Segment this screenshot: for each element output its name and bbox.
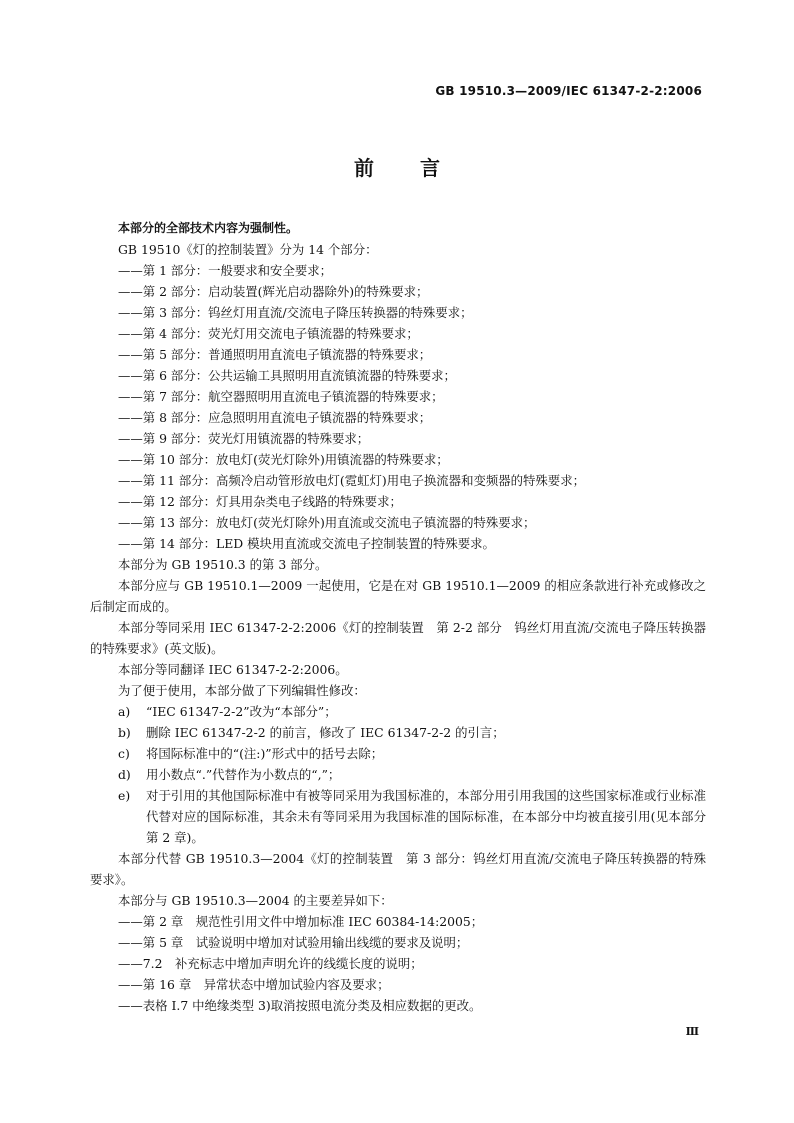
edit-marker: d) — [118, 767, 131, 782]
part-item: ——第 8 部分：应急照明用直流电子镇流器的特殊要求； — [118, 410, 432, 425]
difference-item: ——表格 I.7 中绝缘类型 3)取消按照电流分类及相应数据的更改。 — [118, 998, 482, 1013]
edit-text: 用小数点“.”代替作为小数点的“,”； — [146, 767, 341, 782]
edit-item — [90, 701, 706, 722]
edit-marker: e) — [118, 788, 131, 803]
part-item: ——第 4 部分：荧光灯用交流电子镇流器的特殊要求； — [118, 326, 419, 341]
edit-text: “IEC 61347-2-2”改为“本部分”； — [146, 704, 337, 719]
part-item: ——第 3 部分：钨丝灯用直流/交流电子降压转换器的特殊要求； — [118, 305, 473, 320]
differences-intro: 本部分与 GB 19510.3—2004 的主要差异如下： — [118, 893, 393, 908]
edit-marker: a) — [118, 704, 131, 719]
usage-paragraph: 本部分应与 GB 19510.1—2009 一起使用，它是在对 GB 19510.1—2009 的相应条款进行补充或修改之后制定而成的。 — [90, 578, 706, 614]
edit-text: 对于引用的其他国际标准中有被等同采用为我国标准的，本部分用引用我国的这些国家标准或行业标准代替对应的国际标准，其余未有等同采用为我国标准的国际标准，在本部分中均被直接引用(见本部分第 2 章)。 — [146, 788, 706, 845]
part-item: ——第 12 部分：灯具用杂类电子线路的特殊要求； — [118, 494, 402, 509]
difference-item: ——7.2 补充标志中增加声明允许的线缆长度的说明； — [118, 956, 423, 971]
document-body — [90, 218, 706, 1016]
part-item: ——第 13 部分：放电灯(荧光灯除外)用直流或交流电子镇流器的特殊要求； — [118, 515, 536, 530]
edit-marker: b) — [118, 725, 131, 740]
part-item: ——第 14 部分：LED 模块用直流或交流电子控制装置的特殊要求。 — [118, 536, 495, 551]
edit-text: 删除 IEC 61347-2-2 的前言，修改了 IEC 61347-2-2 的引言； — [146, 725, 505, 740]
edit-marker: c) — [118, 746, 130, 761]
page-title: 前言 — [354, 156, 486, 180]
edit-text: 将国际标准中的“(注:)”形式中的括号去除； — [146, 746, 384, 761]
mandatory-statement: 本部分的全部技术内容为强制性。 — [118, 221, 299, 235]
part-item: ——第 2 部分：启动装置(辉光启动器除外)的特殊要求； — [118, 284, 429, 299]
edit-item — [90, 764, 706, 785]
part-item: ——第 9 部分：荧光灯用镇流器的特殊要求； — [118, 431, 370, 446]
part-item: ——第 6 部分：公共运输工具照明用直流镇流器的特殊要求； — [118, 368, 456, 383]
part-item: ——第 10 部分：放电灯(荧光灯除外)用镇流器的特殊要求； — [118, 452, 449, 467]
part-item: ——第 11 部分：高频冷启动管形放电灯(霓虹灯)用电子换流器和变频器的特殊要求； — [118, 473, 585, 488]
difference-item: ——第 5 章 试验说明中增加对试验用输出线缆的要求及说明； — [118, 935, 469, 950]
edit-item — [90, 743, 706, 764]
part-item: ——第 5 部分：普通照明用直流电子镇流器的特殊要求； — [118, 347, 432, 362]
difference-item: ——第 16 章 异常状态中增加试验内容及要求； — [118, 977, 390, 992]
edit-item — [90, 722, 706, 743]
translation-paragraph: 本部分等同翻译 IEC 61347-2-2:2006。 — [118, 662, 348, 677]
part-item: ——第 1 部分：一般要求和安全要求； — [118, 263, 333, 278]
scope-paragraph: 本部分为 GB 19510.3 的第 3 部分。 — [118, 557, 328, 572]
edits-intro: 为了便于使用，本部分做了下列编辑性修改： — [118, 683, 366, 698]
replacement-paragraph: 本部分代替 GB 19510.3—2004《灯的控制装置 第 3 部分：钨丝灯用直流/交流电子降压转换器的特殊要求》。 — [90, 851, 706, 887]
part-item: ——第 7 部分：航空器照明用直流电子镇流器的特殊要求； — [118, 389, 444, 404]
adoption-paragraph: 本部分等同采用 IEC 61347-2-2:2006《灯的控制装置 第 2-2 部分 钨丝灯用直流/交流电子降压转换器的特殊要求》(英文版)。 — [90, 620, 706, 656]
parts-intro: GB 19510《灯的控制装置》分为 14 个部分： — [118, 242, 378, 257]
edit-item — [90, 785, 706, 848]
standard-code-header: GB 19510.3—2009/IEC 61347-2-2:2006 — [435, 84, 702, 98]
difference-item: ——第 2 章 规范性引用文件中增加标准 IEC 60384-14:2005； — [118, 914, 484, 929]
page-number: Ⅲ — [685, 1025, 699, 1038]
